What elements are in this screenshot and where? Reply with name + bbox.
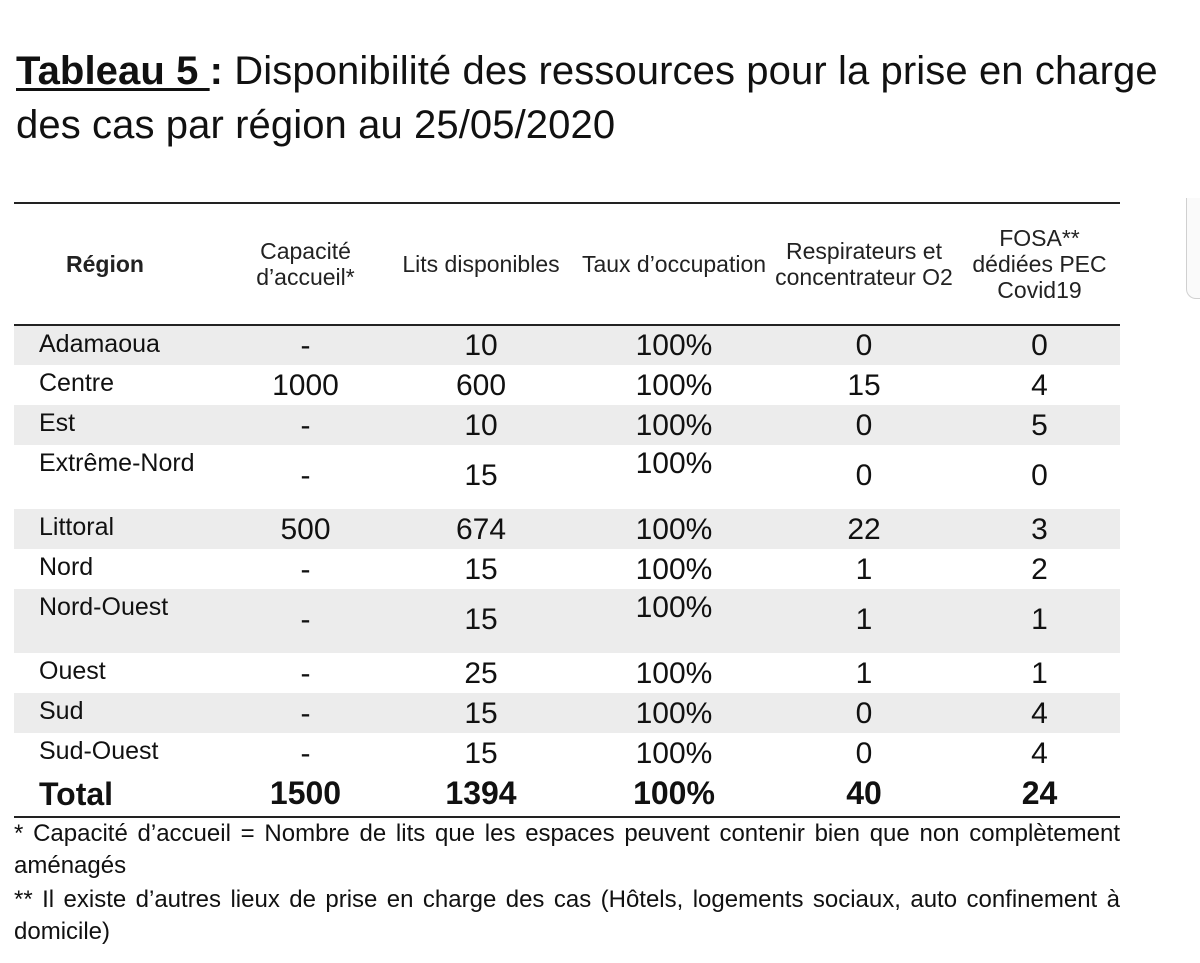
- cell-fosa: 4: [1031, 369, 1048, 402]
- cell-lits: 15: [464, 737, 498, 770]
- cell-respirateurs: 0: [855, 409, 873, 442]
- cell-lits: 15: [464, 459, 498, 492]
- total-label: Total: [39, 775, 114, 812]
- cell-capacite: 500: [280, 513, 331, 546]
- cell-fosa: 4: [1031, 697, 1048, 730]
- cell-region: Sud-Ouest: [39, 737, 159, 765]
- cell-taux: 100%: [635, 513, 713, 546]
- cell-region: Adamaoua: [39, 330, 160, 358]
- header-row: [14, 203, 1120, 325]
- cell-lits: 674: [455, 513, 507, 546]
- cell-region: Centre: [39, 369, 115, 397]
- cell-region: Extrême-Nord: [39, 449, 195, 477]
- cell-fosa: 0: [1031, 459, 1048, 492]
- cell-capacite: -: [300, 329, 311, 362]
- table-row: [14, 589, 1120, 653]
- cell-respirateurs: 1: [855, 603, 873, 636]
- table-row: [14, 693, 1120, 733]
- cell-capacite: -: [300, 603, 311, 636]
- cell-taux: 100%: [635, 447, 713, 480]
- cell-taux: 100%: [635, 369, 713, 402]
- total-row: [14, 773, 1120, 817]
- table-row: [14, 653, 1120, 693]
- header-capacite: Capacité d’accueil*: [256, 238, 355, 290]
- cell-respirateurs: 22: [847, 513, 881, 546]
- cell-fosa: 4: [1031, 737, 1048, 770]
- table-number-label: Tableau 5: [16, 49, 210, 93]
- cell-capacite: -: [300, 459, 311, 492]
- cell-capacite: -: [300, 409, 311, 442]
- cell-taux: 100%: [635, 697, 713, 730]
- title-text: Disponibilité des ressources pour la prise en charge des cas par région au 25/05/2020: [16, 49, 1158, 147]
- cell-capacite: -: [300, 737, 311, 770]
- cell-capacite: -: [300, 657, 311, 690]
- table-row: [14, 549, 1120, 589]
- footnote-capacite: * Capacité d’accueil = Nombre de lits que les espaces peuvent contenir bien que non complètement aménagés: [14, 820, 1120, 879]
- cell-respirateurs: 1: [855, 553, 873, 586]
- cell-fosa: 3: [1031, 513, 1048, 546]
- table-row: [14, 445, 1120, 509]
- cell-lits: 15: [464, 553, 498, 586]
- cell-fosa: 1: [1031, 603, 1048, 636]
- cell-region: Nord-Ouest: [39, 593, 169, 621]
- cell-respirateurs: 0: [855, 329, 873, 362]
- header-taux: Taux d’occupation: [581, 251, 767, 277]
- resources-table-container: [14, 202, 1120, 818]
- footnote-fosa: ** Il existe d’autres lieux de prise en charge des cas (Hôtels, logements sociaux, auto confinement à domicile): [14, 886, 1120, 945]
- total-taux: 100%: [633, 775, 715, 811]
- page-edge-decoration: [1186, 198, 1200, 299]
- cell-lits: 15: [464, 697, 498, 730]
- cell-region: Nord: [39, 553, 94, 581]
- cell-taux: 100%: [635, 657, 713, 690]
- table-title: [16, 44, 1166, 152]
- cell-lits: 10: [464, 329, 498, 362]
- cell-lits: 600: [455, 369, 507, 402]
- cell-respirateurs: 15: [847, 369, 881, 402]
- header-fosa: FOSA** dédiées PEC Covid19: [972, 225, 1107, 303]
- cell-respirateurs: 0: [855, 697, 873, 730]
- cell-capacite: 1000: [272, 369, 339, 402]
- header-region: Région: [66, 251, 144, 277]
- cell-region: Ouest: [39, 657, 106, 685]
- cell-taux: 100%: [635, 737, 713, 770]
- cell-taux: 100%: [635, 329, 713, 362]
- total-capacite: 1500: [269, 775, 342, 811]
- total-fosa: 24: [1021, 775, 1058, 811]
- cell-fosa: 1: [1031, 657, 1048, 690]
- cell-region: Est: [39, 409, 76, 437]
- header-respirateurs: Respirateurs et concentrateur O2: [775, 238, 953, 290]
- cell-region: Littoral: [39, 513, 115, 541]
- footnotes: [14, 818, 1120, 948]
- cell-capacite: -: [300, 553, 311, 586]
- resources-table: [14, 202, 1120, 818]
- cell-lits: 15: [464, 603, 498, 636]
- cell-lits: 25: [464, 657, 498, 690]
- cell-region: Sud: [39, 697, 84, 725]
- cell-taux: 100%: [635, 591, 713, 624]
- cell-respirateurs: 0: [855, 737, 873, 770]
- total-lits: 1394: [445, 775, 517, 811]
- table-row: [14, 509, 1120, 549]
- title-colon: :: [209, 49, 224, 93]
- cell-lits: 10: [464, 409, 498, 442]
- header-lits: Lits disponibles: [402, 251, 560, 277]
- total-respirateurs: 40: [846, 775, 882, 811]
- cell-fosa: 5: [1031, 409, 1048, 442]
- cell-respirateurs: 1: [855, 657, 873, 690]
- cell-taux: 100%: [635, 409, 713, 442]
- cell-respirateurs: 0: [855, 459, 873, 492]
- table-row: [14, 365, 1120, 405]
- cell-fosa: 2: [1031, 553, 1048, 586]
- cell-fosa: 0: [1031, 329, 1048, 362]
- table-row: [14, 733, 1120, 773]
- cell-capacite: -: [300, 697, 311, 730]
- table-row: [14, 405, 1120, 445]
- table-row: [14, 325, 1120, 365]
- cell-taux: 100%: [635, 553, 713, 586]
